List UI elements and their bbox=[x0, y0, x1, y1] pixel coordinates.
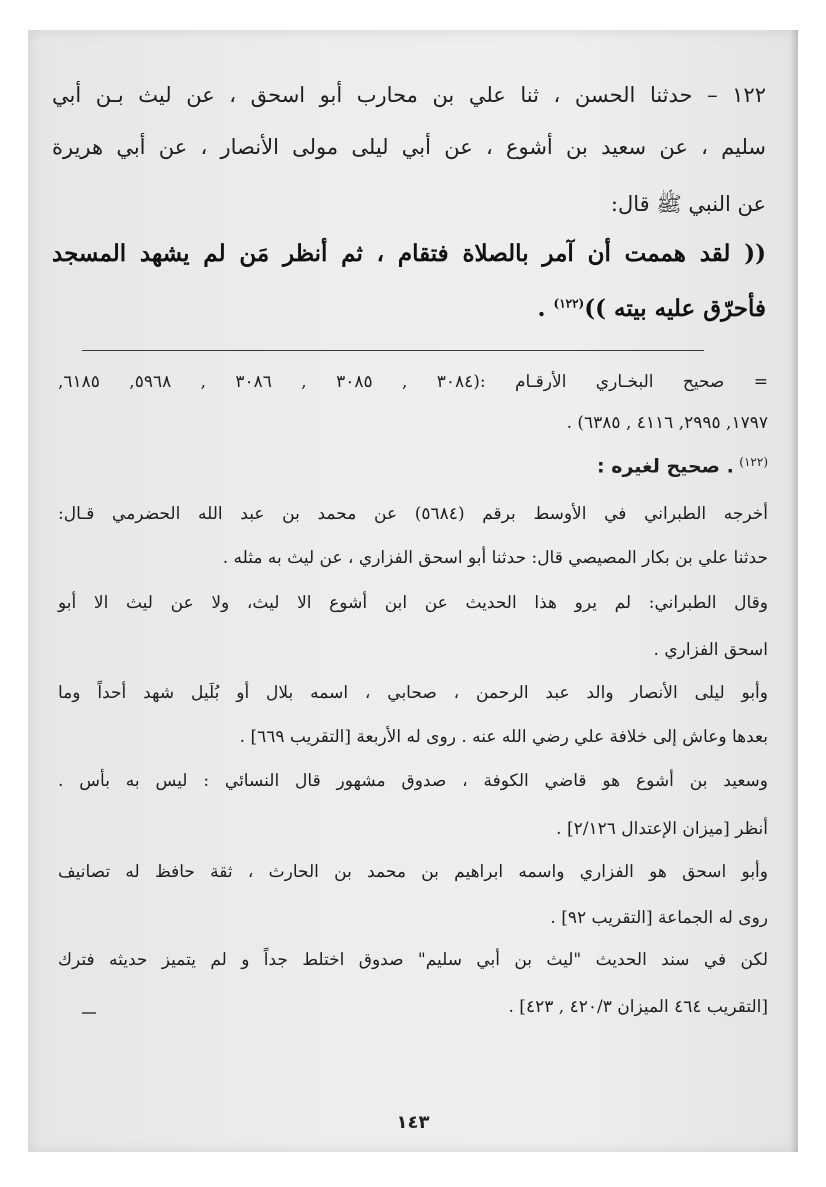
note-line-14: لكن في سند الحديث "ليث بن أبي سليم" صدوق اختلط جداً و لم يتميز حديثه فترك bbox=[58, 950, 768, 970]
hadith-matn-end: . bbox=[537, 295, 546, 322]
hadith-matn-line-2 bbox=[52, 295, 766, 322]
hadith-matn-text: فأحرّق عليه بيته )) bbox=[584, 295, 766, 322]
page-edge-shadow bbox=[790, 30, 798, 1152]
note-line-10: وسعيد بن أشوع هو قاضي الكوفة ، صدوق مشهور قال النسائي : ليس به بأس . bbox=[58, 771, 768, 791]
page-number: ١٤٣ bbox=[396, 1112, 430, 1133]
margin-dash-mark bbox=[82, 1012, 96, 1014]
note-line-1: = صحيح البخـاري الأرقـام :(٣٠٨٤ , ٣٠٨٥ , ٣٠٨٦ , ٥٩٦٨, ٦١٨٥, bbox=[58, 372, 768, 392]
hadith-line-1: ١٢٢ – حدثنا الحسن ، ثنا علي بن محارب أبو اسحق ، عن ليث بـن أبي bbox=[52, 83, 766, 107]
note-line-4: أخرجه الطبراني في الأوسط برقم (٥٦٨٤) عن محمد بن عبد الله الحضرمي قـال: bbox=[58, 504, 768, 524]
hadith-line-3: عن النبي ﷺ قال: bbox=[610, 192, 766, 216]
note-line-6: وقال الطبراني: لم يرو هذا الحديث عن ابن أشوع الا ليث، ولا عن ليث الا أبو bbox=[58, 593, 768, 613]
footnote-divider bbox=[82, 350, 704, 351]
footnote-number: (١٢٢) bbox=[739, 455, 768, 469]
grading-label: . صحيح لغيره : bbox=[597, 455, 734, 478]
note-line-3 bbox=[58, 455, 768, 478]
note-line-13: روى له الجماعة [التقريب ٩٢] . bbox=[550, 908, 768, 928]
note-line-11: أنظر [ميزان الإعتدال ٢/١٢٦] . bbox=[556, 819, 768, 839]
hadith-line-2: سليم ، عن سعيد بن أشوع ، عن أبي ليلى مولى الأنصار ، عن أبي هريرة bbox=[52, 135, 766, 159]
note-line-15: [التقريب ٤٦٤ الميزان ٤٢٠/٣ , ٤٢٣] . bbox=[508, 997, 768, 1017]
note-line-7: اسحق الفزاري . bbox=[653, 640, 768, 660]
note-line-8: وأبو ليلى الأنصار والد عبد الرحمن ، صحابي ، اسمه بلال أو بُلَيل شهد أحداً وما bbox=[58, 683, 768, 703]
footnote-reference: (١٢٢) bbox=[553, 296, 585, 311]
note-line-12: وأبو اسحق هو الفزاري واسمه ابراهيم بن محمد بن الحارث ، ثقة حافظ له تصانيف bbox=[58, 862, 768, 882]
note-line-2: ١٧٩٧, ٢٩٩٥, ٤١١٦ , ٦٣٨٥) . bbox=[566, 413, 768, 433]
note-line-9: بعدها وعاش إلى خلافة علي رضي الله عنه . روى له الأربعة [التقريب ٦٦٩] . bbox=[239, 727, 768, 747]
hadith-matn-line-1: (( لقد هممت أن آمر بالصلاة فتقام ، ثم أنظر مَن لم يشهد المسجد bbox=[52, 240, 766, 267]
note-line-5: حدثنا علي بن بكار المصيصي قال: حدثنا أبو اسحق الفزاري ، عن ليث به مثله . bbox=[222, 548, 768, 568]
